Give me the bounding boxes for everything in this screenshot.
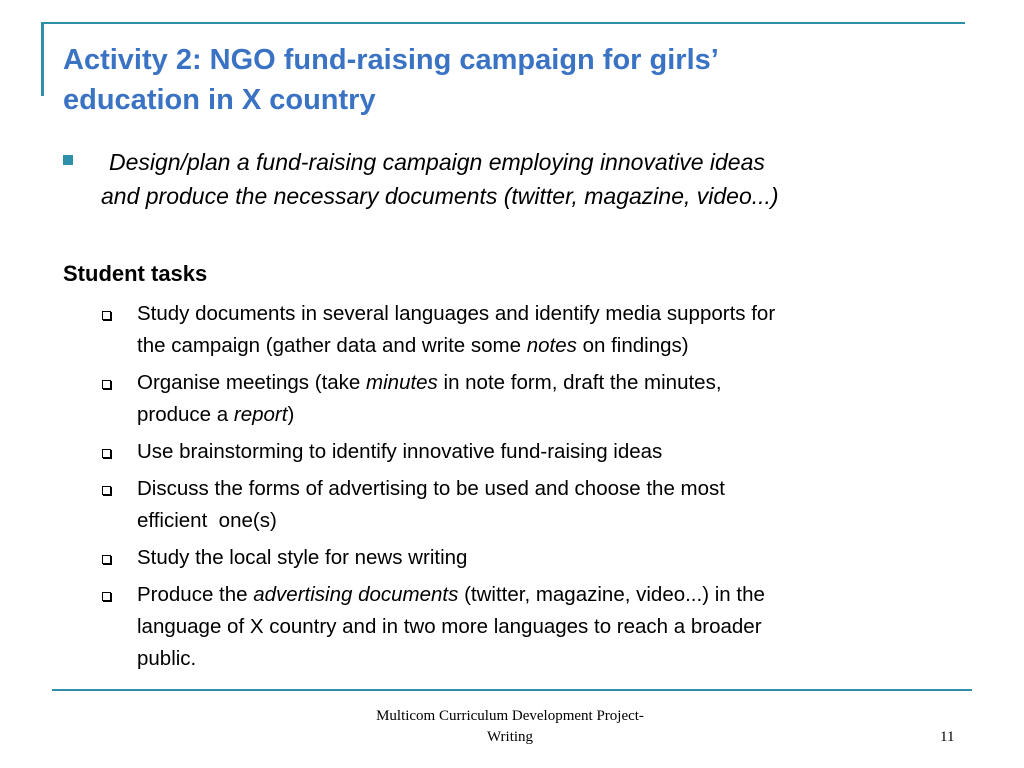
checkbox-bullet-icon — [102, 380, 111, 389]
checkbox-bullet-icon — [102, 311, 111, 320]
task-6-line-1-a: Produce the — [137, 583, 254, 606]
task-5-line-1: Study the local style for news writing — [137, 546, 468, 569]
list-item — [98, 579, 958, 675]
task-6-line-2: language of X country and in two more languages to reach a broader — [137, 615, 762, 638]
task-2-line-1-a: Organise meetings (take — [137, 371, 367, 394]
task-2-line-1-emphasis: minutes — [366, 371, 438, 394]
task-1-line-2-emphasis: notes — [526, 334, 577, 357]
task-4-line-1: Discuss the forms of advertising to be used and choose the most — [137, 477, 725, 500]
task-6-line-1-emphasis: advertising documents — [253, 583, 459, 606]
slide-title-line-2: education in X country — [63, 84, 376, 116]
footer-line-2: Writing — [486, 729, 534, 745]
section-heading: Student tasks — [63, 261, 208, 286]
checkbox-bullet-icon — [102, 449, 111, 458]
task-2-line-2-b: ) — [287, 403, 295, 426]
task-2-line-1-b: in note form, draft the minutes, — [437, 371, 722, 394]
checkbox-bullet-icon — [102, 592, 111, 601]
slide-title — [63, 40, 943, 120]
task-1-line-1: Study documents in several languages and identify media supports for — [137, 302, 776, 325]
slide-title-line-1: Activity 2: NGO fund-raising campaign for girls’ — [63, 44, 719, 76]
square-bullet-icon — [63, 155, 73, 165]
task-4-line-2: efficient one(s) — [137, 509, 277, 532]
task-2-line-2-emphasis: report — [233, 403, 288, 426]
task-2-line-2-a: produce a — [137, 403, 234, 426]
lead-text-line-2: and produce the necessary documents (twitter, magazine, video...) — [101, 183, 779, 209]
list-item — [98, 542, 958, 574]
task-3-line-1: Use brainstorming to identify innovative fund-raising ideas — [137, 440, 663, 463]
lead-text — [101, 145, 961, 213]
list-item — [98, 367, 958, 431]
title-frame-vertical-line — [41, 22, 44, 96]
footer-caption — [330, 706, 690, 748]
checkbox-bullet-icon — [102, 555, 111, 564]
task-list — [98, 298, 958, 680]
lead-text-line-1: Design/plan a fund-raising campaign employing innovative ideas — [109, 149, 765, 175]
title-frame-horizontal-line — [41, 22, 965, 24]
list-item — [98, 473, 958, 537]
list-item — [98, 436, 958, 468]
slide-number: 11 — [940, 729, 955, 745]
task-1-line-2-a: the campaign (gather data and write some — [137, 334, 527, 357]
footer-divider — [52, 689, 972, 691]
footer-line-1: Multicom Curriculum Development Project- — [376, 708, 644, 724]
checkbox-bullet-icon — [102, 486, 111, 495]
task-6-line-3: public. — [137, 647, 197, 670]
task-6-line-1-b: (twitter, magazine, video...) in the — [458, 583, 765, 606]
list-item — [98, 298, 958, 362]
task-1-line-2-b: on findings) — [576, 334, 689, 357]
